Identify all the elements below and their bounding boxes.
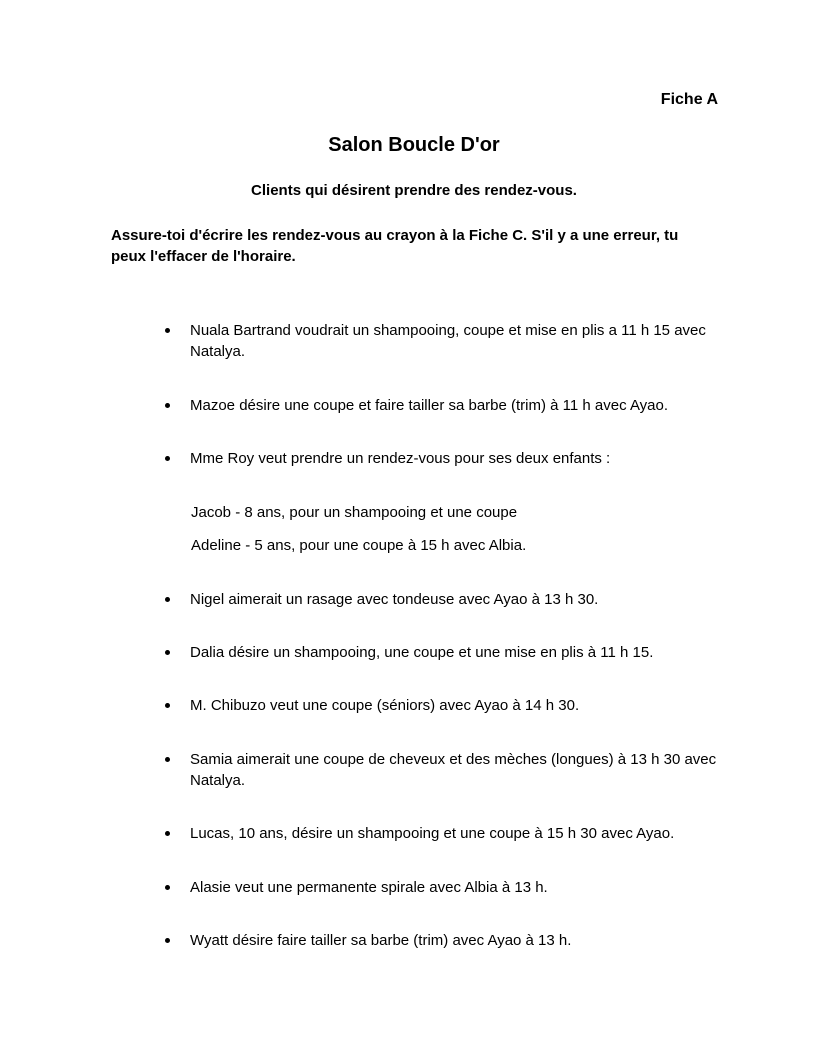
bullet-icon xyxy=(165,597,170,602)
list-item-text: Alasie veut une permanente spirale avec Albia à 13 h. xyxy=(190,879,548,896)
child-line: Jacob - 8 ans, pour un shampooing et une coupe xyxy=(191,504,518,521)
list-item-text: Nigel aimerait un rasage avec tondeuse avec Ayao à 13 h 30. xyxy=(190,591,599,608)
bullet-icon xyxy=(165,831,170,836)
bullet-icon xyxy=(165,703,170,708)
fiche-label: Fiche A xyxy=(660,91,718,108)
list-item-text: Mazoe désire une coupe et faire tailler sa barbe (trim) à 11 h avec Ayao. xyxy=(190,397,669,414)
bullet-icon xyxy=(165,403,170,408)
page-subtitle: Clients qui désirent prendre des rendez-vous. xyxy=(251,182,577,199)
page-title: Salon Boucle D'or xyxy=(328,134,500,156)
list-item-text: Wyatt désire faire tailler sa barbe (trim) avec Ayao à 13 h. xyxy=(190,932,572,949)
bullet-icon xyxy=(165,938,170,943)
bullet-icon xyxy=(165,328,170,333)
instructions-text: Assure-toi d'écrire les rendez-vous au crayon à la Fiche C. S'il y a une erreur, tu peux l'effacer de l'horaire. xyxy=(111,227,679,265)
child-line: Adeline - 5 ans, pour une coupe à 15 h avec Albia. xyxy=(191,537,527,554)
list-item-text: Mme Roy veut prendre un rendez-vous pour ses deux enfants : xyxy=(190,450,611,467)
list-item-text: Nuala Bartrand voudrait un shampooing, coupe et mise en plis a 11 h 15 avec Natalya. xyxy=(190,322,706,360)
bullet-icon xyxy=(165,757,170,762)
list-item-text: Dalia désire un shampooing, une coupe et une mise en plis à 11 h 15. xyxy=(190,644,654,661)
list-item-text: Samia aimerait une coupe de cheveux et des mèches (longues) à 13 h 30 avec Natalya. xyxy=(190,751,717,789)
bullet-icon xyxy=(165,456,170,461)
list-item-text: M. Chibuzo veut une coupe (séniors) avec Ayao à 14 h 30. xyxy=(190,697,580,714)
bullet-icon xyxy=(165,650,170,655)
bullet-icon xyxy=(165,885,170,890)
list-item-text: Lucas, 10 ans, désire un shampooing et une coupe à 15 h 30 avec Ayao. xyxy=(190,825,675,842)
